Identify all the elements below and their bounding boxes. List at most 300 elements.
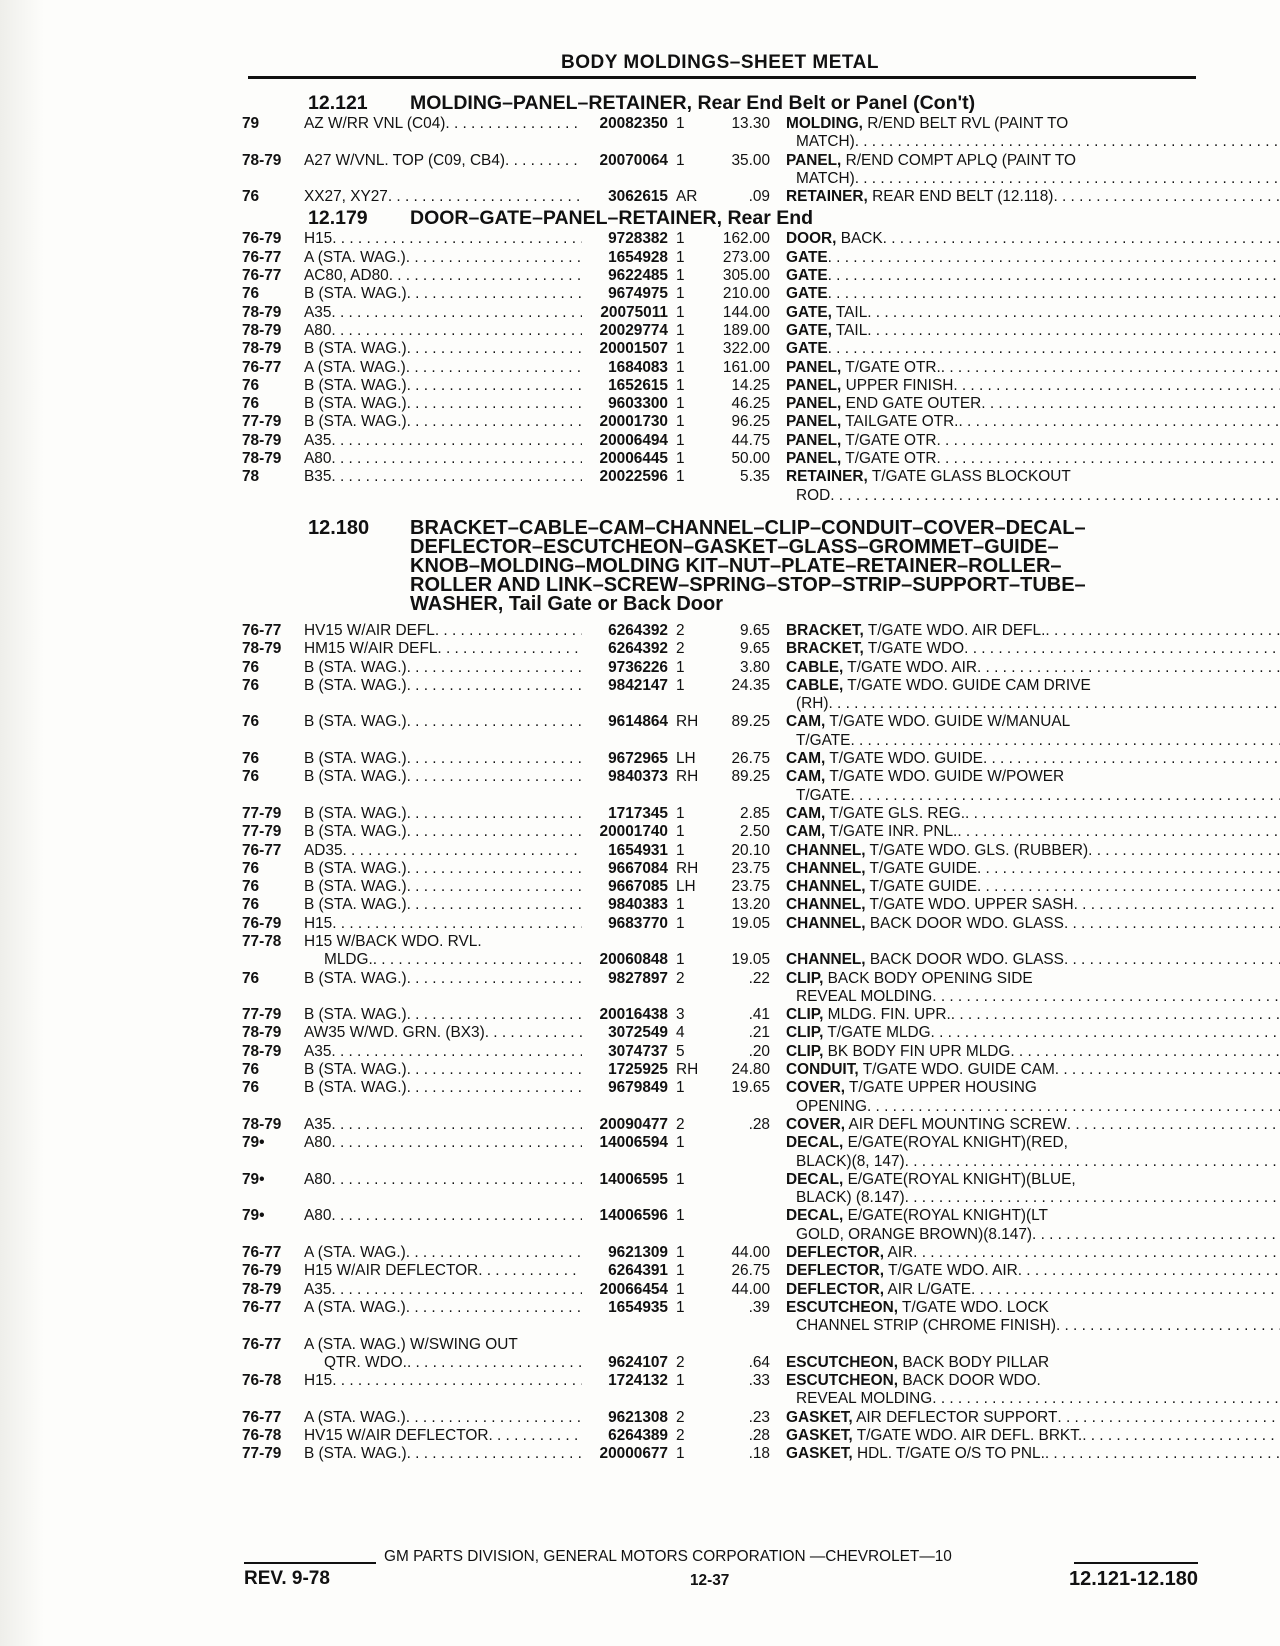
list-price: 322.00 (722, 340, 770, 358)
application-text: B (STA. WAG.) (304, 376, 407, 394)
application-text: B (STA. WAG.) (304, 768, 407, 786)
part-name-line (786, 787, 1280, 805)
list-price: 3.80 (740, 658, 770, 676)
application-description (304, 951, 582, 969)
quantity: 2 (676, 640, 685, 658)
model-years: 76-77 (242, 1298, 282, 1316)
part-name (770, 640, 1280, 658)
part-name-line (786, 915, 1280, 933)
part-name-line (786, 659, 1280, 677)
scan-edge-shading (0, 0, 44, 1646)
section-title-line: KNOB–MOLDING–MOLDING KIT–NUT–PLATE–RETAINER–ROLLER– (410, 554, 1062, 577)
leader-dots (1064, 915, 1280, 933)
part-row-continuation (242, 487, 1198, 505)
quantity: 1 (676, 1280, 685, 1298)
part-name-note: T/GATE OTR (845, 450, 937, 468)
leader-dots (1053, 188, 1280, 206)
part-name-text (786, 1409, 1057, 1427)
list-price: 2.50 (740, 823, 770, 841)
part-name-line (786, 340, 1280, 358)
part-name-keyword: DECAL, (786, 1134, 844, 1152)
part-row (242, 377, 1198, 395)
part-row (242, 468, 1198, 486)
part-number: 3074737 (608, 1042, 668, 1060)
model-years (242, 695, 304, 713)
part-name-keyword: GATE (786, 285, 828, 303)
model-years: 76 (242, 768, 260, 786)
part-name-text (786, 1006, 951, 1024)
part-row (242, 805, 1198, 823)
part-name-text (786, 677, 1091, 695)
part-name-note: T/GATE UPPER HOUSING (849, 1079, 1037, 1097)
quantity (668, 170, 704, 188)
leader-dots (331, 432, 582, 450)
application-description (304, 395, 582, 413)
model-years: 77-79 (242, 823, 282, 841)
application-text: B (STA. WAG.) (304, 676, 407, 694)
quantity: 1 (676, 395, 685, 413)
part-number: 9728382 (608, 230, 668, 248)
application-text: H15 W/BACK WDO. RVL. (304, 932, 482, 950)
model-years: 77-79 (242, 1006, 282, 1024)
part-name (770, 377, 1280, 395)
application-description (304, 878, 582, 896)
part-name-note: UPPER FINISH (845, 376, 954, 394)
part-name-text (786, 1189, 905, 1207)
part-number: 9842147 (608, 676, 668, 694)
part-name-keyword: CHANNEL, (786, 859, 866, 877)
part-name-line (786, 1171, 1198, 1189)
quantity: 1 (676, 376, 685, 394)
quantity: 1 (676, 413, 685, 431)
part-name (770, 732, 1280, 750)
part-number: 9667085 (608, 878, 668, 896)
part-row (242, 1409, 1198, 1427)
quantity (668, 787, 704, 805)
part-name-line (786, 1427, 1280, 1445)
application-description (304, 1134, 582, 1152)
part-name-line (786, 1061, 1280, 1079)
part-name-text (786, 988, 932, 1006)
part-row (242, 1207, 1198, 1225)
part-name-line (786, 1262, 1280, 1280)
part-name-text (786, 659, 977, 677)
part-name (770, 1079, 1198, 1097)
model-years (242, 1098, 304, 1116)
part-name-text (786, 951, 1064, 969)
part-number (582, 1189, 668, 1207)
part-name-line (786, 450, 1280, 468)
quantity: 1 (676, 468, 685, 486)
list-price: 89.25 (731, 713, 770, 731)
section-title (410, 93, 1198, 113)
model-years: 76-77 (242, 1244, 282, 1262)
part-name-note: CHANNEL STRIP (CHROME FINISH) (796, 1317, 1056, 1335)
part-row (242, 713, 1198, 731)
part-name-note: T/GATE WDO. GLS. (RUBBER) (869, 841, 1089, 859)
list-price: 23.75 (731, 859, 770, 877)
application-text: B (STA. WAG.) (304, 658, 407, 676)
leader-dots (406, 249, 582, 267)
part-row (242, 842, 1198, 860)
part-name-line (786, 115, 1198, 133)
part-name-line (786, 1445, 1280, 1463)
application-description (304, 677, 582, 695)
part-name (770, 659, 1280, 677)
list-price: .23 (748, 1408, 770, 1426)
part-row (242, 1079, 1198, 1097)
list-price: 5.35 (740, 468, 770, 486)
part-row-continuation (242, 951, 1198, 969)
part-number: 20022596 (599, 468, 668, 486)
leader-dots (407, 1061, 582, 1079)
part-name-line (786, 860, 1280, 878)
leader-dots (332, 1372, 582, 1390)
leader-dots (971, 1281, 1280, 1299)
part-number (582, 933, 668, 951)
application-description (304, 1390, 582, 1408)
part-name (770, 1390, 1280, 1408)
part-row-continuation (242, 1390, 1198, 1408)
model-years (242, 133, 304, 151)
model-years: 77-79 (242, 804, 282, 822)
part-number (582, 732, 668, 750)
model-years: 76 (242, 859, 260, 877)
leader-dots (958, 413, 1280, 431)
list-price (704, 1226, 770, 1244)
part-number: 9840373 (608, 768, 668, 786)
part-number: 20000677 (599, 1445, 668, 1463)
part-name-text (786, 395, 981, 413)
part-row (242, 152, 1198, 170)
model-years: 78-79 (242, 1115, 282, 1133)
application-text: AZ W/RR VNL (C04) (304, 115, 446, 132)
part-name-note: BLACK)(8, 147) (796, 1152, 905, 1170)
part-name (770, 787, 1280, 805)
model-years (242, 1390, 304, 1408)
part-name-note: AIR DEFL MOUNTING SCREW (848, 1115, 1067, 1133)
part-name-note: AIR L/GATE (887, 1280, 972, 1298)
part-name-text (786, 170, 855, 188)
application-description (304, 1445, 582, 1463)
part-row (242, 188, 1198, 206)
part-name (770, 487, 1280, 505)
part-row (242, 1006, 1198, 1024)
part-number: 20006494 (599, 431, 668, 449)
quantity: 2 (676, 621, 685, 639)
part-number: 14006594 (599, 1134, 668, 1152)
application-description (304, 322, 582, 340)
list-price (704, 732, 770, 750)
application-description (304, 340, 582, 358)
part-row-continuation (242, 695, 1198, 713)
leader-dots (331, 468, 582, 486)
part-row (242, 395, 1198, 413)
leader-dots (505, 152, 582, 170)
part-name-line (786, 896, 1280, 914)
part-name-text (786, 1390, 932, 1408)
list-price (704, 695, 770, 713)
part-name (770, 170, 1280, 188)
application-text: B (STA. WAG.) (304, 804, 407, 822)
part-name-keyword: CHANNEL, (786, 896, 866, 914)
quantity: 1 (676, 1244, 685, 1262)
part-name-text (786, 1262, 1018, 1280)
part-name-line (786, 1153, 1280, 1171)
model-years: 76-79 (242, 914, 282, 932)
quantity: 1 (676, 431, 685, 449)
part-name-keyword: CHANNEL, (786, 914, 866, 932)
quantity: RH (676, 768, 699, 786)
application-description (304, 1336, 582, 1354)
application-description (304, 377, 582, 395)
part-name (770, 1043, 1280, 1061)
list-price: 273.00 (722, 248, 770, 266)
part-name-line (786, 677, 1198, 695)
list-price: 19.05 (731, 914, 770, 932)
part-name-text (786, 1226, 1032, 1244)
quantity (668, 1189, 704, 1207)
part-name-note: T/GATE WDO. LOCK (902, 1298, 1049, 1316)
part-number: 20001730 (599, 413, 668, 431)
section-heading (242, 93, 1198, 113)
leader-dots (407, 1354, 582, 1372)
application-description (304, 622, 582, 640)
part-number (582, 1317, 668, 1335)
quantity: LH (676, 750, 696, 768)
application-description (304, 1409, 582, 1427)
model-years: 78-79 (242, 1024, 282, 1042)
part-name-text (786, 1427, 1082, 1445)
part-name-line (786, 188, 1280, 206)
application-text: XX27, XY27 (304, 188, 388, 206)
leader-dots (1064, 951, 1280, 969)
part-name-text (786, 1299, 1049, 1317)
section-title-line: BRACKET–CABLE–CAM–CHANNEL–CLIP–CONDUIT–COVER–DECAL– (410, 516, 1086, 539)
part-name-keyword: CLIP, (786, 1024, 824, 1042)
application-text: A80 (304, 1170, 332, 1188)
leader-dots (932, 1390, 1280, 1408)
model-years: 78-79 (242, 340, 282, 358)
leader-dots (867, 304, 1280, 322)
leader-dots (331, 304, 582, 322)
leader-dots (953, 377, 1280, 395)
quantity: 1 (676, 804, 685, 822)
part-row (242, 860, 1198, 878)
leader-dots (407, 768, 582, 786)
quantity (668, 1153, 704, 1171)
leader-dots (445, 115, 582, 133)
part-name-note: T/GATE INR. PNL. (829, 823, 958, 841)
part-name-line (786, 1354, 1198, 1372)
application-description (304, 267, 582, 285)
application-text: B (STA. WAG.) (304, 1006, 407, 1024)
leader-dots (332, 230, 582, 248)
part-name (770, 1116, 1280, 1134)
leader-dots (389, 267, 582, 285)
application-description (304, 487, 582, 505)
part-row-continuation (242, 787, 1198, 805)
leader-dots (828, 695, 1280, 713)
quantity: 2 (676, 1427, 685, 1444)
part-row (242, 622, 1198, 640)
application-description (304, 1354, 582, 1372)
application-description (304, 115, 582, 133)
part-row (242, 1116, 1198, 1134)
part-row (242, 1134, 1198, 1152)
part-name-text (786, 152, 1076, 170)
part-name-note: (RH) (796, 695, 829, 713)
quantity: 1 (676, 1262, 685, 1280)
application-text: A (STA. WAG.) (304, 248, 406, 266)
application-text: A35 (304, 431, 332, 449)
part-name-text (786, 359, 941, 377)
application-description (304, 768, 582, 786)
part-name-keyword: CABLE, (786, 676, 844, 694)
model-years: 76 (242, 395, 260, 413)
part-number: 9672965 (608, 750, 668, 768)
part-name (770, 133, 1280, 151)
application-description (304, 970, 582, 988)
part-row-continuation (242, 133, 1198, 151)
application-text: H15 (304, 230, 333, 248)
part-name-line (786, 1134, 1198, 1152)
application-text: AC80, AD80 (304, 267, 389, 285)
application-description (304, 468, 582, 486)
quantity: 1 (676, 676, 685, 694)
model-years: 76-78 (242, 1427, 282, 1444)
application-text: B (STA. WAG.) (304, 750, 407, 768)
page-header-title: BODY MOLDINGS–SHEET METAL (561, 52, 879, 73)
leader-dots (406, 1299, 582, 1317)
part-name-text (786, 450, 937, 468)
part-name (770, 285, 1280, 303)
part-name-text (786, 750, 983, 768)
quantity: 1 (676, 267, 685, 285)
part-name (770, 413, 1280, 431)
part-name-text (786, 1354, 1049, 1372)
model-years: 76-77 (242, 841, 282, 859)
part-name (770, 933, 1198, 951)
part-number (582, 988, 668, 1006)
list-price: 14.25 (731, 376, 770, 394)
part-name-text (786, 249, 828, 267)
quantity: 1 (676, 358, 685, 376)
model-years (242, 170, 304, 188)
model-years: 76-79 (242, 230, 282, 248)
part-name-line (786, 768, 1198, 786)
part-name-note: T/GATE WDO. AIR DEFL. (867, 621, 1046, 639)
part-name-line (786, 805, 1280, 823)
part-name (770, 1134, 1198, 1152)
part-name-line (786, 267, 1280, 285)
part-name-keyword: DEFLECTOR, (786, 1262, 885, 1280)
quantity: RH (676, 1061, 699, 1079)
leader-dots (905, 1189, 1280, 1207)
quantity (668, 988, 704, 1006)
part-row (242, 432, 1198, 450)
application-text: A (STA. WAG.) (304, 1298, 406, 1316)
quantity (668, 133, 704, 151)
part-name-note: T/GATE WDO. AIR (847, 658, 977, 676)
part-name-note: AIR (887, 1244, 914, 1262)
part-name-keyword: CHANNEL, (786, 951, 866, 969)
part-name-note: AIR DEFLECTOR SUPPORT (856, 1408, 1058, 1426)
application-description (304, 230, 582, 248)
model-years: 78-79 (242, 151, 282, 169)
application-text-cont: MLDG. (324, 951, 373, 969)
quantity (668, 487, 704, 505)
model-years: 78-79 (242, 640, 282, 658)
list-price: .18 (748, 1445, 770, 1463)
list-price (704, 1336, 770, 1354)
part-name-text (786, 115, 1068, 133)
leader-dots (867, 1098, 1280, 1116)
part-name-line (786, 1390, 1280, 1408)
part-name-text (786, 1024, 931, 1042)
quantity: 2 (676, 969, 685, 987)
leader-dots (905, 1153, 1280, 1171)
leader-dots (941, 359, 1280, 377)
part-number: 20082350 (599, 115, 668, 132)
section-title (410, 208, 1198, 228)
leader-dots (331, 1281, 582, 1299)
part-name (770, 1445, 1280, 1463)
list-price (704, 988, 770, 1006)
list-price (704, 1098, 770, 1116)
part-row (242, 1171, 1198, 1189)
leader-dots (407, 1006, 582, 1024)
part-number (582, 787, 668, 805)
section-title-line: MOLDING–PANEL–RETAINER, Rear End Belt or Panel (Con't) (410, 92, 976, 114)
part-name-note: T/GATE WDO. GUIDE (829, 750, 983, 768)
leader-dots (407, 340, 582, 358)
part-row (242, 1427, 1198, 1445)
part-name-note: T/GATE GUIDE (869, 878, 977, 896)
application-text: A80 (304, 1207, 332, 1225)
part-name (770, 322, 1280, 340)
quantity: 1 (676, 450, 685, 468)
part-number: 1654931 (608, 841, 668, 859)
quantity: AR (676, 188, 698, 206)
part-row (242, 359, 1198, 377)
part-name-keyword: ESCUTCHEON, (786, 1353, 899, 1371)
part-name (770, 677, 1198, 695)
quantity: 1 (676, 1445, 685, 1463)
application-description (304, 1098, 582, 1116)
part-name-note: T/GATE (796, 786, 851, 804)
part-name-note: R/END BELT RVL (PAINT TO (867, 115, 1069, 132)
part-name-line (786, 1189, 1280, 1207)
part-number: 20001507 (599, 340, 668, 358)
part-row (242, 1281, 1198, 1299)
application-description (304, 359, 582, 377)
part-name (770, 695, 1280, 713)
leader-dots (485, 1024, 582, 1042)
leader-dots (828, 340, 1280, 358)
part-name (770, 249, 1280, 267)
part-name-line (786, 395, 1280, 413)
application-text: B (STA. WAG.) (304, 413, 407, 431)
part-name-note: T/GATE WDO. GUIDE W/MANUAL (829, 713, 1071, 731)
part-name (770, 450, 1280, 468)
list-price: 2.85 (740, 804, 770, 822)
part-number: 9674975 (608, 285, 668, 303)
leader-dots (331, 450, 582, 468)
part-number: 9683770 (608, 914, 668, 932)
part-name-text (786, 787, 850, 805)
list-price: 210.00 (722, 285, 770, 303)
